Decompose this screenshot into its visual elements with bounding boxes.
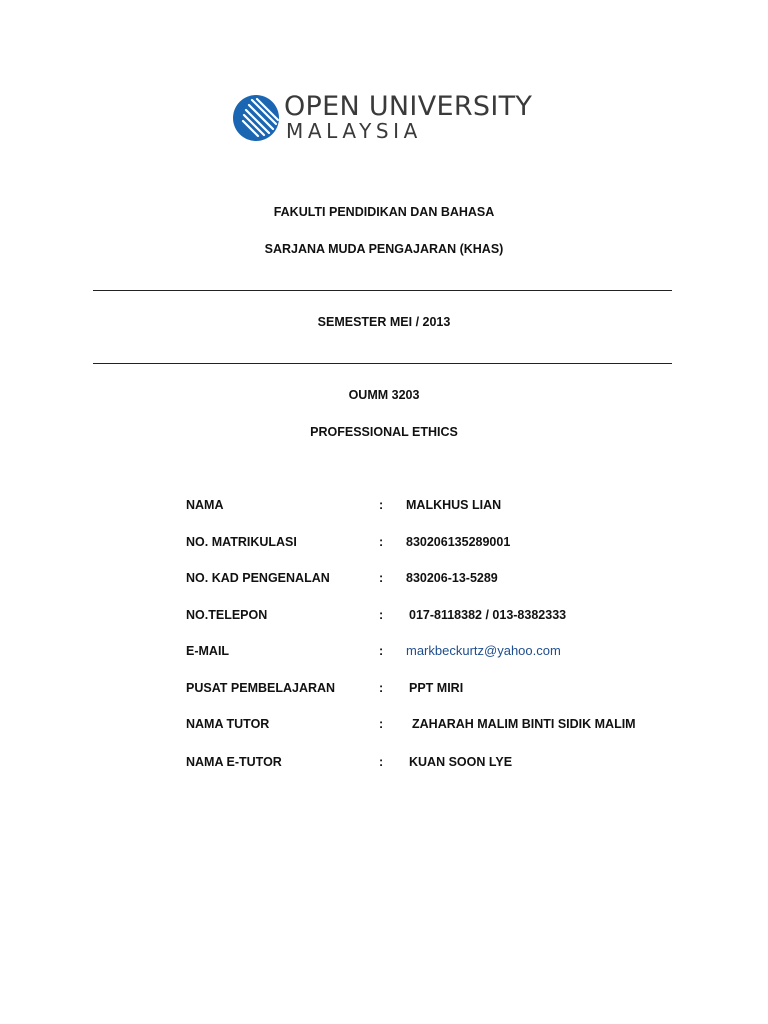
divider-line — [93, 290, 672, 291]
field-colon: : — [379, 681, 384, 695]
field-colon: : — [379, 755, 384, 769]
university-logo-mark-icon — [232, 94, 280, 142]
field-label: NO. MATRIKULASI — [186, 535, 297, 549]
field-row-telepon — [0, 607, 768, 623]
field-row-nama — [0, 497, 768, 513]
logo-text-line1: OPEN UNIVERSITY — [284, 91, 533, 122]
program-heading: SARJANA MUDA PENGAJARAN (KHAS) — [264, 242, 504, 256]
field-value: 830206-13-5289 — [406, 571, 498, 585]
field-label: NAMA TUTOR — [186, 717, 270, 731]
field-colon: : — [379, 535, 384, 549]
field-label: NO.TELEPON — [186, 608, 268, 622]
course-name: PROFESSIONAL ETHICS — [310, 425, 458, 439]
field-row-tutor — [0, 716, 768, 732]
field-colon: : — [379, 608, 384, 622]
field-value: 830206135289001 — [406, 535, 511, 549]
field-label: E-MAIL — [186, 644, 230, 658]
field-value: ZAHARAH MALIM BINTI SIDIK MALIM — [412, 717, 636, 731]
field-row-email — [0, 643, 768, 659]
university-logo — [232, 92, 552, 144]
semester-heading: SEMESTER MEI / 2013 — [317, 315, 451, 329]
field-colon: : — [379, 717, 384, 731]
field-value: PPT MIRI — [409, 681, 464, 695]
field-label: NAMA — [186, 498, 224, 512]
course-code: OUMM 3203 — [348, 388, 420, 402]
field-label: PUSAT PEMBELAJARAN — [186, 681, 336, 695]
field-value: 017-8118382 / 013-8382333 — [409, 608, 567, 622]
email-link[interactable]: markbeckurtz@yahoo.com — [406, 643, 561, 658]
faculty-heading: FAKULTI PENDIDIKAN DAN BAHASA — [273, 205, 495, 219]
field-row-e-tutor — [0, 754, 768, 770]
field-label: NAMA E-TUTOR — [186, 755, 282, 769]
field-row-matrikulasi — [0, 534, 768, 550]
logo-text-line2: MALAYSIA — [286, 119, 422, 143]
field-colon: : — [379, 498, 384, 512]
field-row-pusat-pembelajaran — [0, 680, 768, 696]
field-value: KUAN SOON LYE — [409, 755, 513, 769]
field-colon: : — [379, 571, 384, 585]
divider-line — [93, 363, 672, 364]
field-row-kad-pengenalan — [0, 570, 768, 586]
field-colon: : — [379, 644, 384, 658]
field-value: MALKHUS LIAN — [406, 498, 502, 512]
field-label: NO. KAD PENGENALAN — [186, 571, 330, 585]
